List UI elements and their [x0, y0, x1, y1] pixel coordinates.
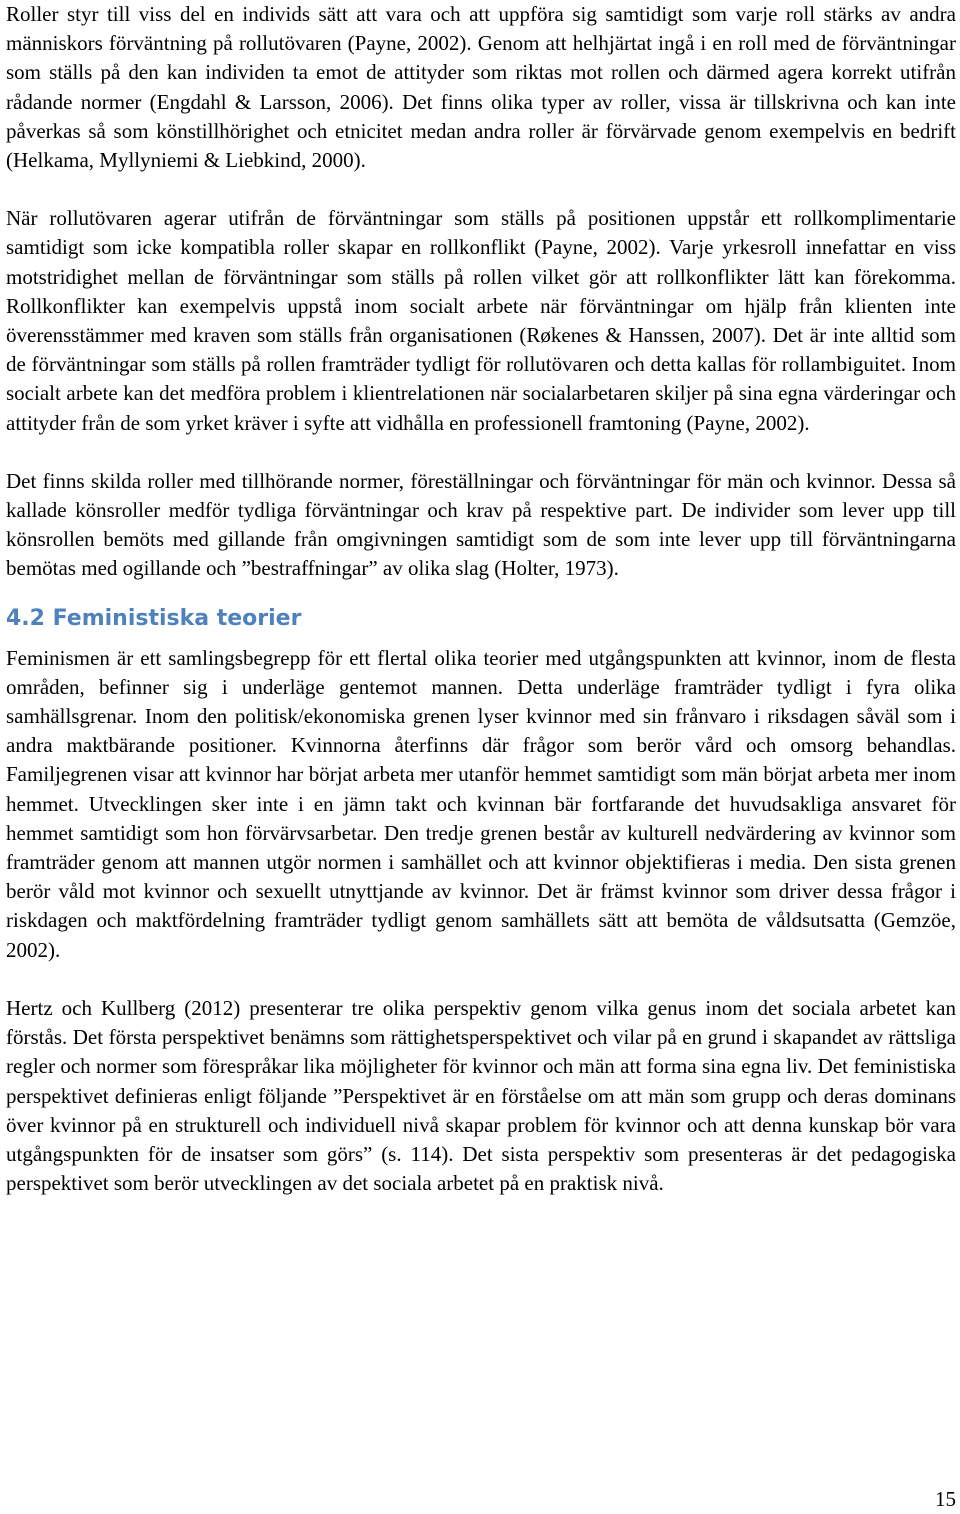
body-text — [6, 0, 956, 1198]
paragraph-role-conflict: När rollutövaren agerar utifrån de förväntningar som ställs på positionen uppstår ett rollkomplimentarie samtidigt som icke kompatibla roller skapar en rollkonflikt (Payne, 2002). Varje yrkesroll innefattar en viss motstridighet mellan de förväntningar som ställs på rollen vilket gör att rollkonflikter lätt kan förekomma. Rollkonflikter kan exempelvis uppstå inom socialt arbete när förväntningar om hjälp från klienten inte överensstämmer med kraven som ställs från organisationen (Røkenes & Hanssen, 2007). Det är inte alltid som de förväntningar som ställs på rollen framträder tydligt för rollutövaren och detta kallas för rollambiguitet. Inom socialt arbete kan det medföra problem i klientrelationen när socialarbetaren skiljer på sina egna värderingar och attityder från de som yrket kräver i syfte att vidhålla en professionell framtoning (Payne, 2002). — [6, 206, 956, 435]
paragraph-perspectives: Hertz och Kullberg (2012) presenterar tre olika perspektiv genom vilka genus inom det sociala arbetet kan förstås. Det första perspektivet benämns som rättighetsperspektivet och vilar på en grund i skapandet av rättsliga regler och normer som förespråkar lika möjligheter för kvinnor och män att forma sina egna liv. Det feministiska perspektivet definieras enligt följande ”Perspektivet är en förståelse om att män som grupp och deras dominans över kvinnor på en strukturell och individuell nivå skapar problem för kvinnor och att denna kunskap bör vara utgångspunkten för de insatser som görs” (s. 114). Det sista perspektiv som presenteras är det pedagogiska perspektivet som berör utvecklingen av det sociala arbetet på en praktisk nivå. — [6, 995, 956, 1196]
page-number: 15 — [935, 1487, 956, 1511]
paragraph-gap — [6, 438, 956, 467]
paragraph-feminism: Feminismen är ett samlingsbegrepp för ett flertal olika teorier med utgångspunkten att kvinnor, inom de flesta områden, befinner sig i underläge gentemot mannen. Detta underläge framträder tydligt i fyra olika samhällsgrenar. Inom den politisk/ekonomiska grenen lyser kvinnor med sin frånvaro i riksdagen såväl som i andra maktbärande positioner. Kvinnorna återfinns där frågor som berör vård och omsorg behandlas. Familjegrenen visar att kvinnor har börjat arbeta mer utanför hemmet samtidigt som män börjat arbeta mer inom hemmet. Utvecklingen sker inte i en jämn takt och kvinnan bär fortfarande det huvudsakliga ansvaret för hemmet samtidigt som hon förvärvsarbetar. Den tredje grenen består av kulturell nedvärdering av kvinnor som framträder genom att mannen utgör normen i samhället och att kvinnor objektifieras i media. Den sista grenen berör våld mot kvinnor och sexuellt utnyttjande av kvinnor. Det är främst kvinnor som driver dessa frågor i riskdagen och maktfördelning framträder tydligt genom samhällets sätt att bemöta de våldsutsatta (Gemzöe, 2002). — [6, 645, 956, 962]
paragraph-roles-intro: Roller styr till viss del en individs sätt att vara och att uppföra sig samtidigt som varje roll stärks av andra människors förväntning på rollutövaren (Payne, 2002). Genom att helhjärtat ingå i en roll med de förväntningar som ställs på den kan individen ta emot de attityder som riktas mot rollen och därmed agera korrekt utifrån rådande normer (Engdahl & Larsson, 2006). Det finns olika typer av roller, vissa är tillskrivna och kan inte påverkas så som könstillhörighet och etnicitet medan andra roller är förvärvade genom exempelvis en bedrift (Helkama, Myllyniemi & Liebkind, 2000). — [6, 2, 956, 173]
paragraph-gap — [6, 175, 956, 204]
paragraph-gap — [6, 965, 956, 994]
paragraph-gender-roles: Det finns skilda roller med tillhörande normer, föreställningar och förväntningar för män och kvinnor. Dessa så kallade könsroller medför tydliga förväntningar och krav på respektive part. De individer som lever upp till könsrollen bemöts med gillande från omgivningen samtidigt som de som inte lever upp till förväntningarna bemötas med ogillande och ”bestraffningar” av olika slag (Holter, 1973). — [6, 468, 956, 581]
section-heading: 4.2 Feministiska teorier — [6, 605, 302, 631]
